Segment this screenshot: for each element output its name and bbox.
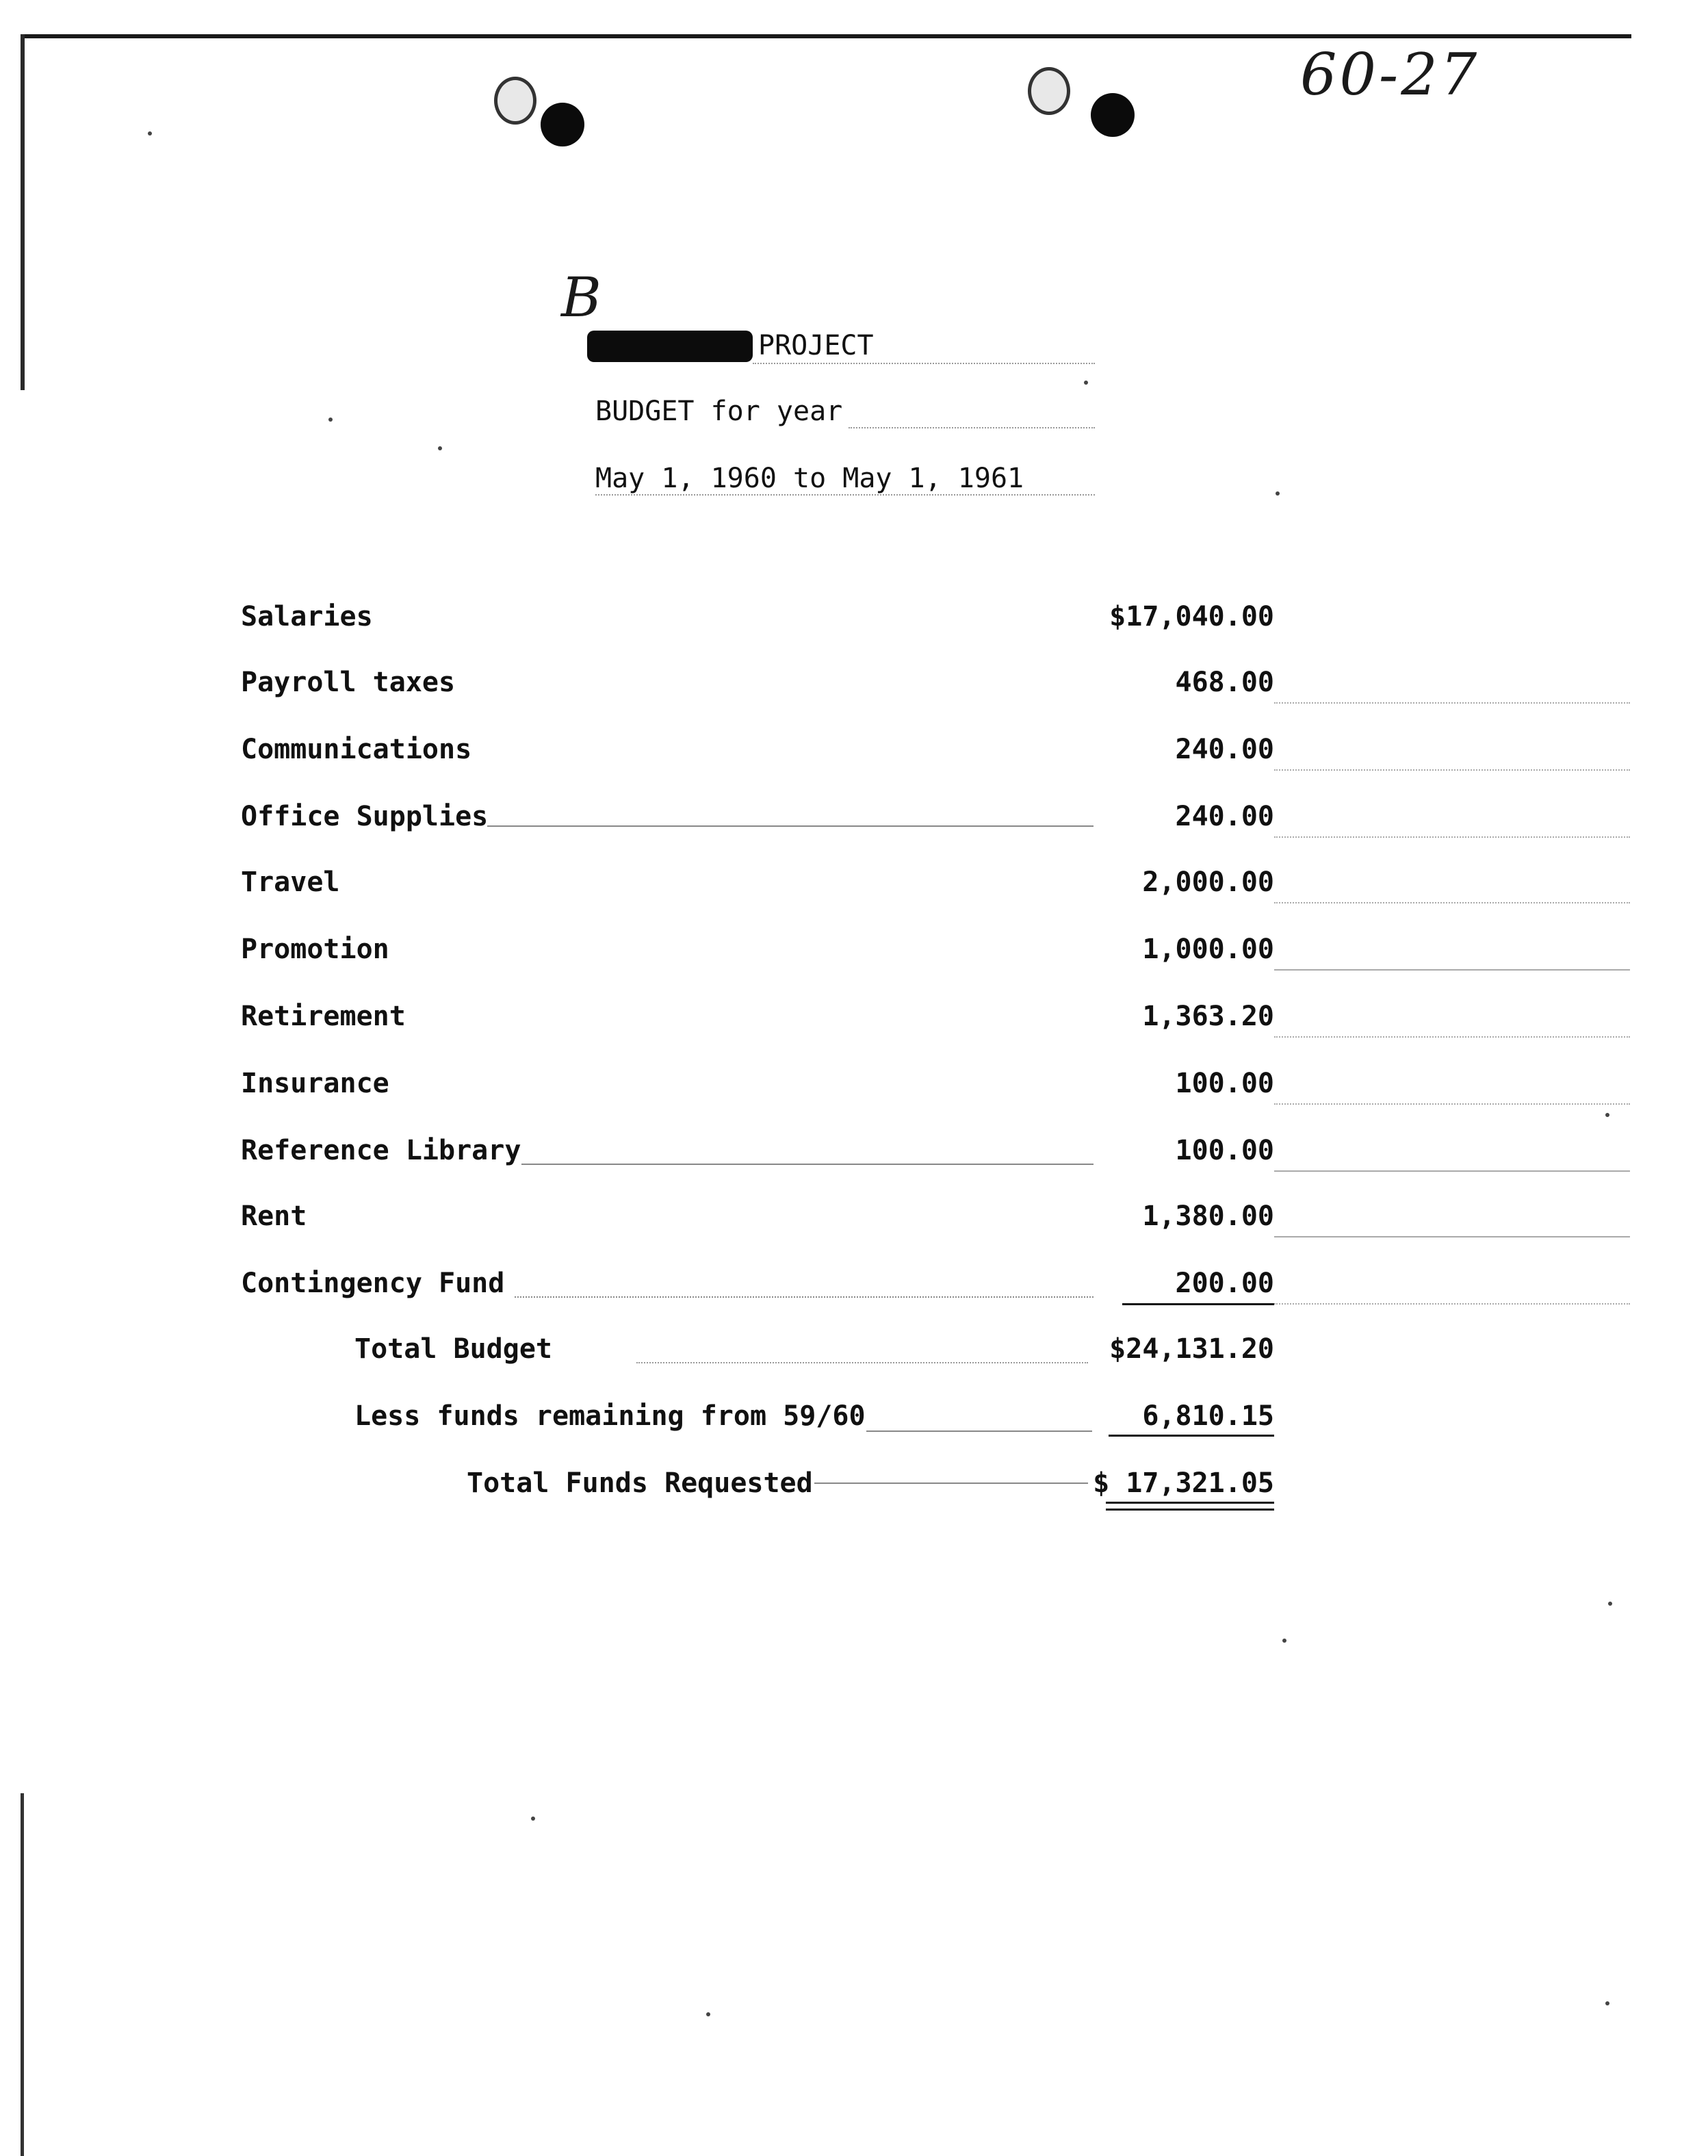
row-rule bbox=[1274, 769, 1630, 771]
handwritten-file-number: 60-27 bbox=[1300, 41, 1480, 108]
scan-speck bbox=[706, 2012, 710, 2016]
punch-hole-right-shadow bbox=[1091, 93, 1135, 137]
line-item bbox=[241, 867, 1274, 908]
leader-line bbox=[515, 1296, 1094, 1298]
line-item-amount: $17,040.00 bbox=[1109, 601, 1274, 632]
total-underline-2 bbox=[1106, 1509, 1274, 1511]
row-rule bbox=[1274, 702, 1630, 704]
line-item bbox=[241, 734, 1274, 775]
line-item bbox=[241, 1068, 1274, 1109]
line-item-label: Rent bbox=[241, 1201, 307, 1232]
total-requested-rule bbox=[814, 1483, 1088, 1484]
line-item-amount: 200.00 bbox=[1175, 1268, 1274, 1299]
line-item-label: Promotion bbox=[241, 934, 389, 965]
line-item-amount: 100.00 bbox=[1175, 1068, 1274, 1099]
budget-period: May 1, 1960 to May 1, 1961 bbox=[595, 463, 1024, 494]
line-item bbox=[241, 1201, 1274, 1242]
row-rule bbox=[1274, 1103, 1630, 1105]
row-rule bbox=[1274, 969, 1630, 971]
scan-speck bbox=[1282, 1639, 1286, 1643]
row-rule bbox=[1274, 1036, 1630, 1038]
budget-label: BUDGET for year bbox=[595, 396, 843, 427]
line-item bbox=[241, 1001, 1274, 1042]
scan-speck bbox=[1084, 381, 1088, 385]
line-item-label: Communications bbox=[241, 734, 472, 765]
scan-speck bbox=[148, 131, 152, 136]
line-item-amount: 2,000.00 bbox=[1142, 867, 1274, 898]
period-rule bbox=[595, 494, 1095, 496]
line-item bbox=[241, 1268, 1274, 1309]
line-item-amount: 1,363.20 bbox=[1142, 1001, 1274, 1032]
line-item-label: Travel bbox=[241, 867, 340, 898]
total-underline-1 bbox=[1106, 1502, 1274, 1504]
total-requested-amount: $ 17,321.05 bbox=[1093, 1467, 1274, 1499]
line-item-label: Insurance bbox=[241, 1068, 389, 1099]
row-rule bbox=[1274, 1236, 1630, 1237]
total-budget-rule bbox=[636, 1362, 1088, 1363]
line-item-amount: 1,000.00 bbox=[1142, 934, 1274, 965]
row-rule bbox=[1274, 836, 1630, 838]
line-item-amount: 100.00 bbox=[1175, 1135, 1274, 1166]
leader-line bbox=[487, 825, 1094, 827]
subtotal-underline bbox=[1122, 1303, 1274, 1305]
line-item-amount: 240.00 bbox=[1175, 801, 1274, 832]
scan-speck bbox=[328, 418, 333, 422]
project-title: PROJECT bbox=[758, 330, 874, 361]
scan-speck bbox=[1605, 1113, 1609, 1117]
line-item bbox=[241, 801, 1274, 842]
redaction-mark bbox=[587, 331, 753, 362]
punch-hole-left-shadow bbox=[541, 103, 584, 146]
punch-hole-left bbox=[494, 77, 536, 125]
row-rule bbox=[1274, 902, 1630, 903]
line-item-label: Reference Library bbox=[241, 1135, 521, 1166]
line-item-amount: 468.00 bbox=[1175, 667, 1274, 698]
line-item bbox=[241, 601, 1274, 642]
scan-speck bbox=[438, 446, 442, 450]
total-budget-amount: $24,131.20 bbox=[1109, 1333, 1274, 1365]
line-item-label: Office Supplies bbox=[241, 801, 489, 832]
header-rule bbox=[753, 363, 1095, 364]
line-item-label: Contingency Fund bbox=[241, 1268, 505, 1299]
budget-label-rule bbox=[849, 427, 1095, 428]
leader-line bbox=[521, 1164, 1094, 1165]
less-funds-label: Less funds remaining from 59/60 bbox=[354, 1400, 866, 1432]
less-funds-underline bbox=[1109, 1435, 1274, 1437]
total-budget-label: Total Budget bbox=[354, 1333, 552, 1365]
less-funds-rule bbox=[866, 1430, 1092, 1432]
less-funds-amount: 6,810.15 bbox=[1142, 1400, 1274, 1432]
line-item-amount: 240.00 bbox=[1175, 734, 1274, 765]
line-item bbox=[241, 1135, 1274, 1176]
punch-hole-right bbox=[1028, 67, 1070, 115]
row-rule bbox=[1274, 1170, 1630, 1172]
line-item-label: Retirement bbox=[241, 1001, 406, 1032]
line-item-amount: 1,380.00 bbox=[1142, 1201, 1274, 1232]
row-rule bbox=[1274, 1303, 1630, 1305]
page-left-edge bbox=[21, 34, 25, 390]
line-item bbox=[241, 934, 1274, 975]
scan-speck bbox=[531, 1817, 535, 1821]
total-requested-label: Total Funds Requested bbox=[467, 1467, 813, 1499]
line-item-label: Salaries bbox=[241, 601, 373, 632]
scan-speck bbox=[1608, 1602, 1612, 1606]
handwritten-letter: B bbox=[561, 266, 601, 329]
page-top-edge bbox=[23, 34, 1631, 38]
scan-speck bbox=[1605, 2001, 1609, 2005]
scan-speck bbox=[1276, 491, 1280, 496]
page-left-edge-lower bbox=[21, 1793, 24, 2156]
line-item bbox=[241, 667, 1274, 708]
line-item-label: Payroll taxes bbox=[241, 667, 456, 698]
